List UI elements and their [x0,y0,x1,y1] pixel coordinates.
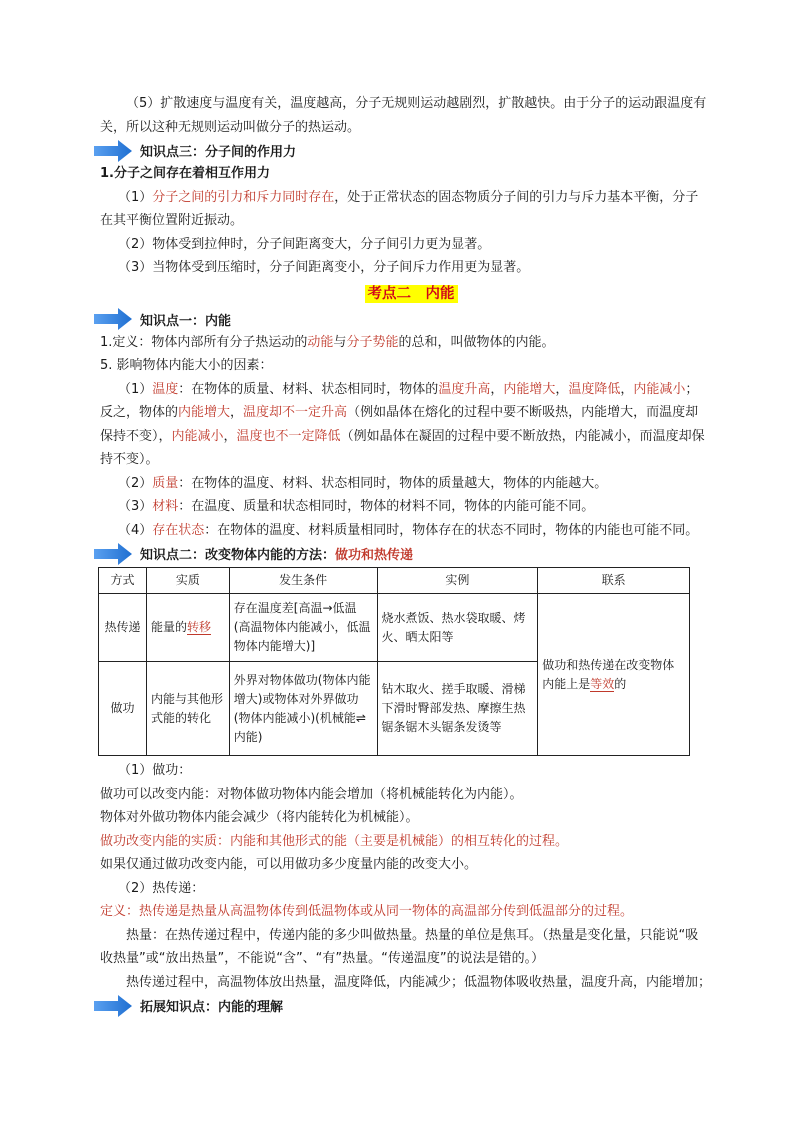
knowledge-heading [94,139,722,162]
paragraph: 热传递过程中，高温物体放出热量，温度降低，内能减少；低温物体吸收热量，温度升高，内能增加； [126,974,712,990]
table-cell: 内能与其他形式能的转化 [146,662,229,756]
table-header-row [99,568,690,594]
paragraph: （2）物体受到拉伸时，分子间距离变大，分子间引力更为显著。 [118,236,491,252]
paragraph: 收热量”或“放出热量”，不能说“含”、“有”热量。“传递温度”的说法是错的。） [100,951,545,966]
paragraph: 反之，物体的内能增大，温度却不一定升高（例如晶体在熔化的过程中要不断吸热，内能增大，而温度却 [100,405,699,420]
table-header: 发生条件 [229,568,377,594]
paragraph: （3）材料：在温度、质量和状态相同时，物体的材料不同，物体的内能可能不同。 [118,499,595,514]
paragraph: 定义：热传递是热量从高温物体传到低温物体或从同一物体的高温部分传到低温部分的过程。 [100,904,634,919]
table-cell: 存在温度差[高温→低温(高温物体内能减小，低温物体内能增大)] [229,594,377,662]
document-page [100,92,722,1017]
table-cell: 钻木取火、搓手取暖、滑梯下滑时臀部发热、摩擦生热锯条锯木头锯条发烫等 [377,662,538,756]
comparison-table [98,567,690,756]
section-title: 考点二 内能 [100,282,722,308]
knowledge-heading [94,542,722,565]
paragraph: （2）质量：在物体的温度、材料、状态相同时，物体的质量越大，物体的内能越大。 [118,475,608,491]
arrow-icon [94,995,132,1017]
table-row [99,594,690,662]
paragraph: 保持不变），内能减小，温度也不一定降低（例如晶体在凝固的过程中要不断放热，内能减小，而温度却保 [100,428,705,444]
table-cell: 热传递 [99,594,147,662]
paragraph: 热量：在热传递过程中，传递内能的多少叫做热量。热量的单位是焦耳。（热量是变化量，只能说“吸 [126,927,699,943]
heading-text: 知识点一：内能 [140,313,232,329]
paragraph: （1）做功： [118,763,192,778]
arrow-icon [94,543,132,565]
paragraph: 5. 影响物体内能大小的因素： [100,358,273,373]
paragraph: （1）分子之间的引力和斥力同时存在，处于正常状态的固态物质分子间的引力与斥力基本平衡，分子 [118,189,699,205]
table-header: 实质 [146,568,229,594]
paragraph: （2）热传递： [118,880,205,896]
paragraph: （4）存在状态：在物体的温度、材料质量相同时，物体存在的状态不同时，物体的内能也可能不同。 [118,522,699,538]
table-header: 联系 [538,568,690,594]
table-cell: 外界对物体做功(物体内能增大)或物体对外界做功(物体内能减小)(机械能⇌内能) [229,662,377,756]
paragraph: 物体对外做功物体内能会减少（将内能转化为机械能）。 [100,810,419,825]
subheading: 1.分子之间存在着相互作用力 [100,166,270,181]
paragraph: 做功改变内能的实质：内能和其他形式的能（主要是机械能）的相互转化的过程。 [100,833,569,849]
table-cell: 能量的转移 [146,594,229,662]
heading-text: 知识点二：改变物体内能的方法：做功和热传递 [140,548,414,563]
arrow-icon [94,140,132,162]
paragraph: 如果仅通过做功改变内能，可以用做功多少度量内能的改变大小。 [100,857,478,872]
paragraph: 在其平衡位置附近振动。 [100,213,244,228]
paragraph: 做功可以改变内能：对物体做功物体内能会增加（将机械能转化为内能）。 [100,786,523,802]
table-cell: 烧水煮饭、热水袋取暖、烤火、晒太阳等 [377,594,538,662]
paragraph: 持不变）。 [100,452,159,467]
paragraph: （1）温度：在物体的质量、材料、状态相同时，物体的温度升高，内能增大，温度降低，内能减小； [118,381,699,397]
knowledge-heading [94,994,722,1017]
table-cell: 做功 [99,662,147,756]
definition: 1.定义：物体内部所有分子热运动的动能与分子势能的总和，叫做物体的内能。 [100,334,555,350]
knowledge-heading [94,308,722,331]
table-cell: 做功和热传递在改变物体内能上是等效的 [538,594,690,756]
paragraph: 关，所以这种无规则运动叫做分子的热运动。 [100,119,361,135]
table-header: 方式 [99,568,147,594]
paragraph: （3）当物体受到压缩时，分子间距离变小，分子间斥力作用更为显著。 [118,260,530,275]
heading-text: 知识点三：分子间的作用力 [140,145,297,160]
paragraph: （5）扩散速度与温度有关，温度越高，分子无规则运动越剧烈，扩散越快。由于分子的运动跟温度有 [126,96,707,111]
table-header: 实例 [377,568,538,594]
heading-text: 拓展知识点：内能的理解 [140,1000,284,1015]
arrow-icon [94,308,132,330]
